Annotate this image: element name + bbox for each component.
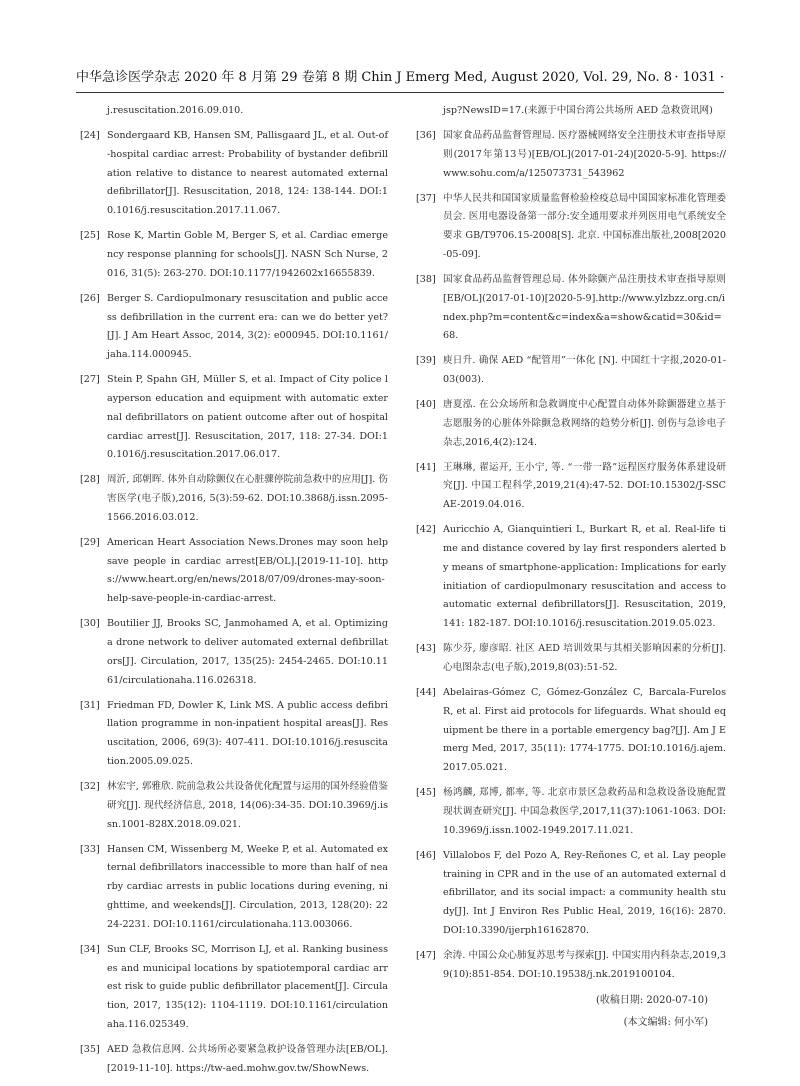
reference-number: [46] — [416, 849, 436, 861]
reference-number: [44] — [416, 687, 436, 698]
reference-item — [80, 1041, 388, 1079]
reference-number: [45] — [416, 787, 436, 799]
reference-text: Sun CLF, Brooks SC, Morrison LJ, et al. Ranking businesses and municipal locations by spatiotemporal cardiac arrest risk to guide public defibrillator placement[J]. Circulation, 2017, 135(12): 1104-1119. DOI:10.1161/circulationaha.116.025349. — [107, 943, 388, 1030]
reference-text: 庾日升. 确保 AED “配管用”一体化 [N]. 中国红十字报,2020-01-03(003). — [443, 355, 726, 386]
right-column — [416, 102, 726, 1033]
reference-item — [416, 127, 726, 183]
journal-citation-line: 中华急诊医学杂志 2020 年 8 月第 29 卷第 8 期 Chin J Emerg Med, August 2020, Vol. 29, No. 8 — [76, 70, 673, 85]
reference-number: [40] — [416, 399, 436, 411]
reference-number: [27] — [80, 374, 100, 386]
reference-item — [80, 290, 388, 365]
reference-item — [416, 784, 726, 840]
reference-text: 余涛. 中国公众心肺复苏思考与探索[J]. 中国实用内科杂志,2019,39(10):851-854. DOI:10.19538/j.nk.2019100104. — [443, 949, 726, 980]
reference-number: [36] — [416, 129, 436, 141]
reference-number: [32] — [80, 780, 100, 792]
reference-number: [47] — [416, 949, 436, 961]
reference-text: 陈少芬, 廖彦昭. 社区 AED 培训效果与其相关影响因素的分析[J]. 心电图杂志(电子版),2019,8(03):51-52. — [443, 643, 726, 674]
reference-number: [39] — [416, 355, 436, 367]
reference-text: 林宏宇, 郭雅欣. 院前急救公共设备优化配置与运用的国外经验借鉴研究[J]. 现代经济信息, 2018, 14(06):34-35. DOI:10.3969/j.issn.1001-828X.2018.09.021. — [107, 780, 388, 830]
reference-text: Boutilier JJ, Brooks SC, Janmohamed A, et al. Optimizing a drone network to deliver automated external defibrillators[J]. Circulation, 2017, 135(25): 2454-2465. DOI:10.1161/circulationaha.116.026318. — [107, 618, 388, 686]
reference-text: 杨鸿麟, 郑博, 都率, 等. 北京市景区急救药品和急救设备设施配置现状调查研究[J]. 中国急救医学,2017,11(37):1061-1063. DOI:10.3969/j.issn.1002-1949.2017.11.021. — [443, 787, 726, 836]
reference-item — [80, 471, 388, 527]
reference-text: Auricchio A, Gianquintieri L, Burkart R, et al. Real-life time and distance covered by lay first responders alerted by means of smartphone-application: Implications for early initiation of cardiopulmonary resuscitation and access to automatic external defibrillators[J]. Resuscitation, 2019, 141: 182-187. DOI:10.1016/j.resuscitation.2019.05.023. — [443, 524, 726, 630]
reference-number: [26] — [80, 292, 100, 304]
reference-number: [38] — [416, 273, 436, 285]
editor-note: (本文编辑: 何小军) — [623, 1016, 708, 1028]
reference-text: 王琳琳, 翟运开, 王小宁, 等. “一带一路”远程医疗服务体系建设研究[J]. 中国工程科学,2019,21(4):47-52. DOI:10.15302/J-SSCAE-2019.04.016. — [443, 461, 726, 511]
received-date: (收稿日期: 2020-07-10) — [595, 994, 708, 1006]
reference-continuation: jsp?NewsID=17.(来源于中国台湾公共场所 AED 急救资讯网) — [443, 105, 713, 116]
reference-item — [80, 127, 388, 221]
reference-number: [35] — [80, 1043, 100, 1055]
reference-list-right — [416, 127, 726, 985]
reference-item — [416, 459, 726, 515]
reference-text: Sondergaard KB, Hansen SM, Pallisgaard JL, et al. Out-of-hospital cardiac arrest: Probability of bystander defibrillation relative to distance to nearest automated external defibrillator[J]. Resuscitation, 2018, 124: 138-144. DOI:10.1016/j.resuscitation.2017.11.067. — [107, 129, 388, 217]
reference-text: 中华人民共和国国家质量监督检验检疫总局中国国家标准化管理委员会. 医用电器设备第一部分:安全通用要求并列医用电气系统安全要求 GB/T9706.15-2008[S]. 北京. 中国标准出版社,2008[2020-05-09]. — [443, 192, 726, 260]
reference-text: Villalobos F, del Pozo A, Rey-Reñones C, et al. Lay people training in CPR and in the use of an automated external defibrillator, and its social impact: a community health study[J]. Int J Environ Res Public Heal, 2019, 16(16): 2870. DOI:10.3390/ijerph16162870. — [443, 849, 726, 936]
reference-continuation: j.resuscitation.2016.09.010. — [107, 105, 244, 116]
reference-text: Berger S. Cardiopulmonary resuscitation and public access defibrillation in the current era: can we do better yet?[J]. J Am Heart Assoc, 2014, 3(2): e000945. DOI:10.1161/jaha.114.000945. — [107, 292, 388, 361]
header-divider — [76, 92, 724, 93]
reference-item — [416, 640, 726, 678]
reference-item — [80, 534, 388, 609]
reference-number: [42] — [416, 524, 436, 536]
reference-number: [41] — [416, 461, 436, 473]
reference-item — [80, 941, 388, 1035]
reference-number: [25] — [80, 230, 100, 242]
reference-text: Abelairas-Gómez C, Gómez-González C, Barcala-Furelos R, et al. First aid protocols for lifeguards. What should equipment be there in a portable emergency bag?[J]. Am J Emerg Med, 2017, 35(11): 1774-1775. DOI:10.1016/j.ajem.2017.05.021. — [443, 687, 726, 774]
reference-text: Hansen CM, Wissenberg M, Weeke P, et al. Automated external defibrillators inaccessible to more than half of nearby cardiac arrests in public locations during evening, nighttime, and weekends[J]. Circulation, 2013, 128(20): 2224-2231. DOI:10.1161/circulationaha.113.003066. — [107, 843, 388, 930]
reference-text: 国家食品药品监督管理总局. 体外除颤产品注册技术审查指导原则[EB/OL](2017-01-10)[2020-5-9].http://www.ylzbzz.org.cn/index.php?m=content&c=index&a=show&catid=30&id=68. — [443, 273, 726, 342]
reference-item — [80, 615, 388, 690]
reference-text: 唐夏泓. 在公众场所和急救调度中心配置自动体外除颤器建立基于志愿服务的心脏体外除颤急救网络的趋势分析[J]. 创伤与急诊电子杂志,2016,4(2):124. — [443, 399, 726, 448]
reference-item — [80, 778, 388, 834]
reference-text: Rose K, Martin Goble M, Berger S, et al. Cardiac emergency response planning for schools[J]. NASN Sch Nurse, 2016, 31(5): 263-270. DOI:10.1177/1942602x16655839. — [107, 230, 388, 279]
reference-item — [80, 697, 388, 772]
reference-item — [416, 396, 726, 452]
reference-number: [33] — [80, 843, 100, 855]
page-number: · 1031 · — [674, 70, 724, 85]
reference-number: [37] — [416, 192, 436, 204]
reference-number: [29] — [80, 536, 100, 548]
reference-item — [416, 521, 726, 634]
reference-item — [416, 684, 726, 778]
reference-text: 国家食品药品监督管理局. 医疗器械网络安全注册技术审查指导原则(2017年第13号)[EB/OL](2017-01-24)[2020-5-9]. https://www.sohu.com/a/125073731_543962 — [443, 129, 726, 179]
running-header — [76, 68, 724, 88]
reference-number: [28] — [80, 474, 100, 486]
reference-text: 周沂, 邱朝晖. 体外自动除颤仪在心脏骤停院前急救中的应用[J]. 伤害医学(电子版),2016, 5(3):59-62. DOI:10.3868/j.issn.2095-1566.2016.03.012. — [107, 474, 388, 523]
reference-text: AED 急救信息网. 公共场所必要紧急救护设备管理办法[EB/OL].[2019-11-10]. https://tw-aed.mohw.gov.tw/ShowNews. — [107, 1043, 388, 1074]
reference-item — [416, 271, 726, 346]
reference-number: [30] — [80, 618, 100, 630]
reference-item — [80, 227, 388, 283]
reference-number: [43] — [416, 643, 436, 655]
left-column — [80, 102, 388, 1085]
reference-text: Friedman FD, Dowler K, Link MS. A public access defibrillation programme in non-inpatient hospital areas[J]. Resuscitation, 2006, 69(3): 407-411. DOI:10.1016/j.resuscitation.2005.09.025. — [107, 699, 388, 767]
reference-text: Stein P, Spahn GH, Müller S, et al. Impact of City police layperson education and equipment with automatic external defibrillators on patient outcome after out of hospital cardiac arrest[J]. Resuscitation, 2017, 118: 27-34. DOI:10.1016/j.resuscitation.2017.06.017. — [107, 374, 388, 461]
reference-list-left — [80, 127, 388, 1079]
reference-item — [416, 947, 726, 985]
reference-item — [416, 352, 726, 390]
reference-item — [416, 190, 726, 265]
reference-item — [80, 371, 388, 465]
reference-number: [31] — [80, 699, 100, 711]
reference-item — [416, 847, 726, 941]
reference-number: [34] — [80, 943, 100, 955]
reference-text: American Heart Association News.Drones may soon help save people in cardiac arrest[EB/OL].[2019-11-10]. https://www.heart.org/en/news/2018/07/09/drones-may-soon-help-save-people-in-cardiac-arrest. — [107, 536, 388, 605]
reference-number: [24] — [80, 129, 100, 141]
reference-item — [80, 841, 388, 935]
